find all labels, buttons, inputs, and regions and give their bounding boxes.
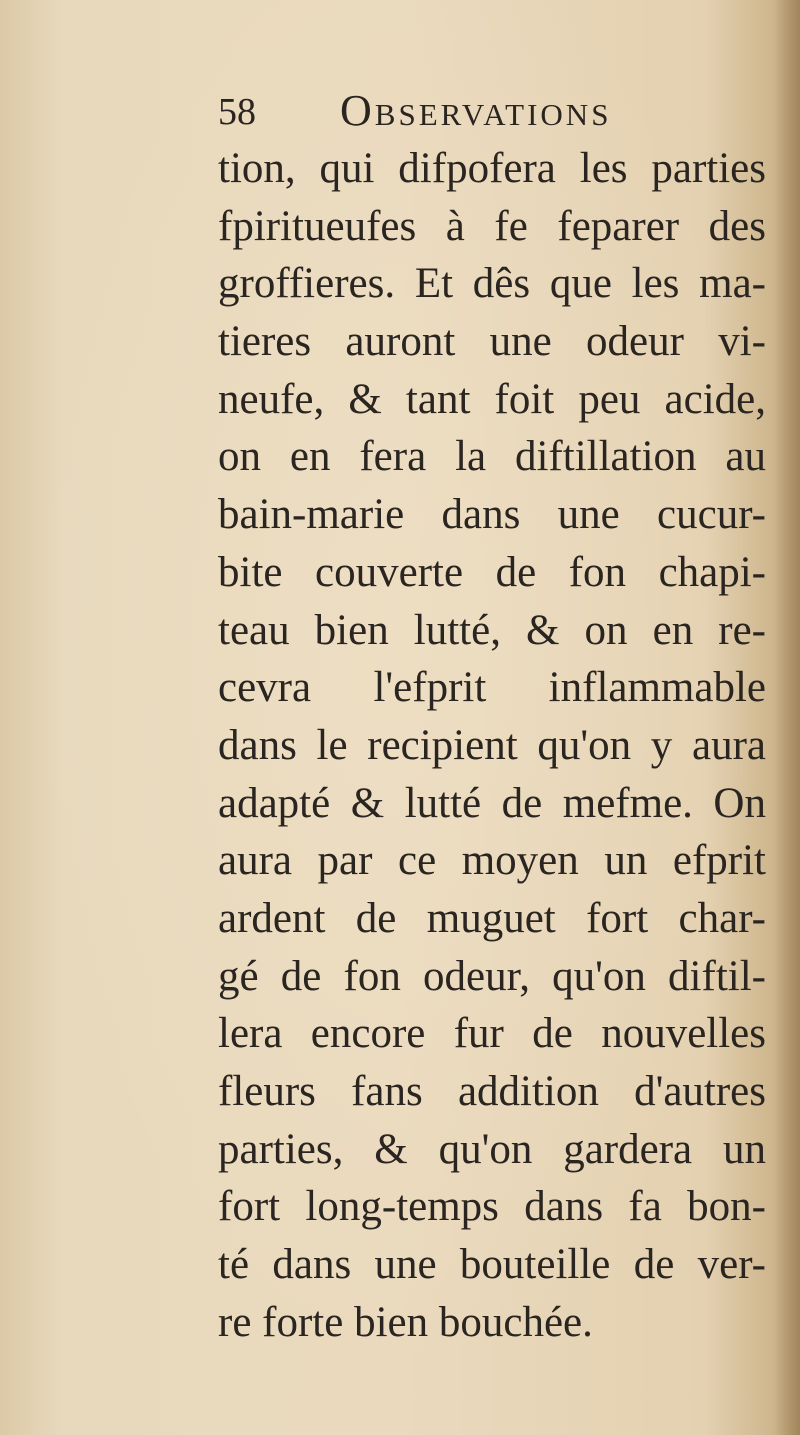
body-text [218, 140, 766, 1351]
text-line: lera encore fur de nouvelles [218, 1010, 766, 1058]
page-number: 58 [218, 91, 256, 133]
text-line: re forte bien bouchée. [218, 1298, 593, 1346]
text-line: bain-marie dans une cucur- [218, 491, 766, 539]
text-line: fleurs fans addition d'autres [218, 1068, 766, 1115]
text-line: cevra l'efprit inflammable [218, 664, 766, 712]
text-line: groffieres. Et dês que les ma- [218, 260, 766, 308]
text-line: tion, qui difpofera les parties [218, 145, 766, 192]
text-line: fpiritueufes à fe feparer des [218, 202, 766, 250]
text-line: bite couverte de fon chapi- [218, 548, 766, 596]
text-line: adapté & lutté de mefme. On [218, 779, 766, 827]
text-line: on en fera la diftillation au [218, 433, 766, 481]
text-line: parties, & qu'on gardera un [218, 1125, 766, 1173]
text-line: aura par ce moyen un efprit [218, 837, 766, 885]
text-line: gé de fon odeur, qu'on diftil- [218, 952, 766, 1000]
text-line: teau bien lutté, & on en re- [218, 606, 766, 654]
text-line: dans le recipient qu'on y aura [218, 721, 766, 769]
text-line: neufe, & tant foit peu acide, [218, 375, 766, 423]
text-line: tieres auront une odeur vi- [218, 318, 766, 366]
running-head: Observations [340, 86, 612, 135]
text-line: té dans une bouteille de ver- [218, 1241, 766, 1289]
page-header [218, 86, 778, 142]
text-line: ardent de muguet fort char- [218, 894, 766, 942]
text-line: fort long-temps dans fa bon- [218, 1183, 766, 1231]
